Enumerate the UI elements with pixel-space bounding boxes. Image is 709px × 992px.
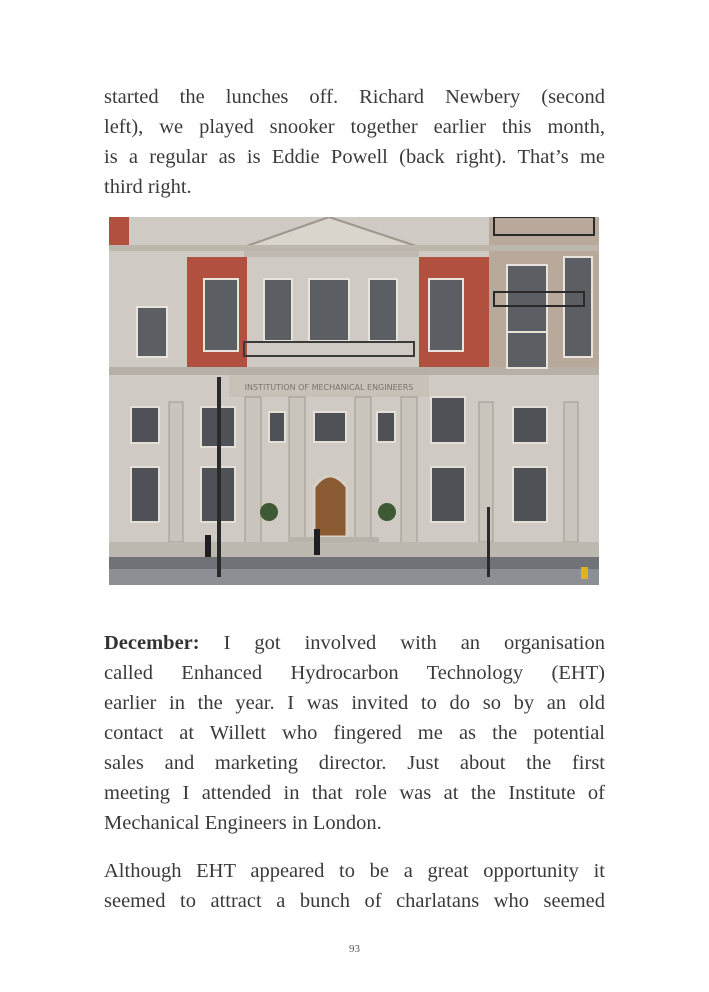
building-photo — [109, 217, 599, 585]
paragraph-december — [104, 628, 605, 838]
text-line: seemed to attract a bunch of charlatans who seemed — [104, 890, 605, 912]
text-line: third right. — [104, 176, 192, 198]
paragraph-eht — [104, 856, 605, 916]
text-line: started the lunches off. Richard Newbery (second — [104, 86, 605, 108]
text-line: meeting I attended in that role was at the Institute of — [104, 782, 605, 804]
text-line: Mechanical Engineers in London. — [104, 812, 382, 834]
text-line — [104, 628, 605, 658]
text-line: is a regular as is Eddie Powell (back right). That’s me — [104, 146, 605, 168]
text-line: sales and marketing director. Just about the first — [104, 752, 605, 774]
text-line: Although EHT appeared to be a great opportunity it — [104, 860, 605, 882]
text-line: earlier in the year. I was invited to do so by an old — [104, 692, 605, 714]
text-fragment: I got involved with an organisation — [223, 632, 606, 654]
paragraph-lunches — [104, 82, 605, 202]
text-line: left), we played snooker together earlier this month, — [104, 116, 605, 138]
building-facade-image — [109, 217, 599, 585]
text-line: contact at Willett who fingered me as the potential — [104, 722, 605, 744]
building-sign-text: INSTITUTION OF MECHANICAL ENGINEERS — [244, 383, 414, 392]
page-number: 93 — [349, 943, 360, 955]
december-heading: December: — [104, 632, 200, 654]
text-line: called Enhanced Hydrocarbon Technology (EHT) — [104, 662, 605, 684]
